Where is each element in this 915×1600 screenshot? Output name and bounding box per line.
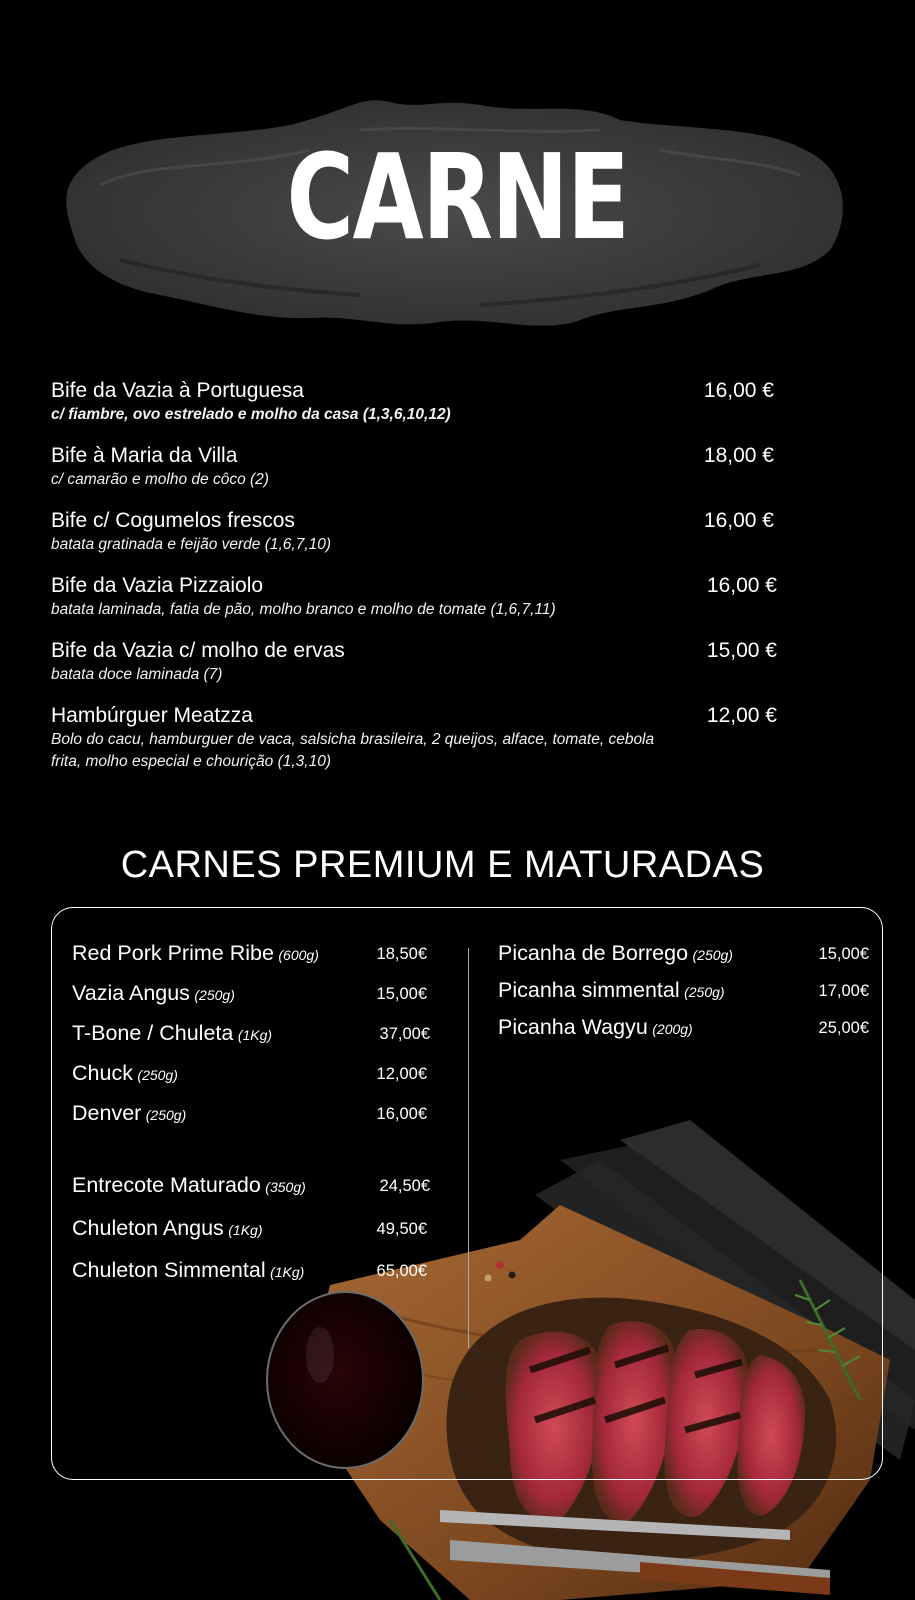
menu-item-price: 18,00 € (703, 444, 774, 467)
premium-item-weight: (1Kg) (237, 1027, 273, 1043)
matured-item-weight: (350g) (265, 1179, 306, 1195)
premium-item-weight: (250g) (145, 1107, 187, 1123)
premium-box (51, 907, 883, 1480)
menu-item-price: 12,00 € (706, 704, 777, 727)
premium-item-price: 18,50€ (376, 945, 427, 963)
menu-item (51, 508, 791, 556)
premium-item-price: 15,00€ (376, 985, 427, 1003)
premium-item-name: Denver (72, 1101, 142, 1125)
menu-item-description: batata gratinada e feijão verde (1,6,7,10) (51, 536, 332, 553)
matured-item-price: 49,50€ (376, 1220, 427, 1238)
premium-item-name: Vazia Angus (72, 981, 190, 1005)
matured-item (72, 1213, 427, 1255)
premium-item-weight: (200g) (652, 1021, 693, 1037)
premium-item-price: 12,00€ (376, 1065, 427, 1083)
premium-item-weight: (250g) (137, 1067, 178, 1083)
menu-item-name: Hambúrguer Meatzza (51, 704, 253, 727)
premium-left-column (72, 938, 430, 1295)
menu-item-description: c/ camarão e molho de côco (2) (51, 471, 269, 488)
matured-item-price: 65,00€ (376, 1262, 427, 1280)
menu-list (51, 378, 791, 790)
menu-item (51, 573, 791, 621)
matured-item-weight: (1Kg) (228, 1222, 263, 1238)
premium-item-name: Picanha Wagyu (498, 1015, 648, 1039)
spacer (72, 1138, 427, 1170)
premium-item (498, 1012, 869, 1049)
menu-item-name: Bife c/ Cogumelos frescos (51, 509, 295, 532)
premium-item (72, 1098, 427, 1138)
column-divider (468, 948, 469, 1348)
menu-item-price: 16,00 € (703, 379, 774, 402)
menu-item-description: batata doce laminada (7) (51, 666, 223, 683)
menu-item-description: c/ fiambre, ovo estrelado e molho da casa (1,3,6,10,12) (51, 406, 451, 423)
menu-item (51, 703, 791, 773)
matured-item (72, 1170, 430, 1213)
menu-item-name: Bife da Vazia à Portuguesa (51, 379, 304, 402)
premium-item (72, 1058, 427, 1098)
premium-item-price: 15,00€ (818, 945, 869, 963)
menu-item-name: Bife da Vazia c/ molho de ervas (51, 639, 345, 662)
premium-item-name: Red Pork Prime Ribe (72, 941, 274, 965)
premium-item-name: Picanha simmental (498, 978, 680, 1002)
premium-item-price: 25,00€ (818, 1019, 869, 1037)
menu-item-description: Bolo do cacu, hamburguer de vaca, salsicha brasileira, 2 queijos, alface, tomate, cebola frita, molho especial e chourição (1,3,10) (51, 731, 655, 770)
premium-item-name: Picanha de Borrego (498, 941, 689, 965)
premium-item-name: Chuck (72, 1061, 133, 1085)
matured-item-weight: (1Kg) (270, 1264, 305, 1280)
premium-item (498, 975, 869, 1012)
premium-item (498, 938, 869, 975)
matured-item-price: 24,50€ (379, 1177, 430, 1195)
premium-right-column (498, 938, 869, 1049)
premium-item-weight: (250g) (692, 947, 733, 963)
premium-item-price: 17,00€ (818, 982, 869, 1000)
premium-item-price: 37,00€ (379, 1025, 430, 1043)
menu-item (51, 378, 791, 426)
premium-item (72, 938, 427, 978)
menu-item-price: 16,00 € (706, 574, 777, 597)
menu-item (51, 638, 791, 686)
premium-item-weight: (600g) (278, 947, 319, 963)
menu-item-price: 15,00 € (706, 639, 777, 662)
menu-item-name: Bife da Vazia Pizzaiolo (51, 574, 264, 597)
matured-item-name: Chuleton Simmental (72, 1258, 266, 1282)
matured-item (72, 1255, 427, 1295)
matured-item-name: Chuleton Angus (72, 1216, 224, 1240)
matured-item-name: Entrecote Maturado (72, 1173, 261, 1197)
menu-item (51, 443, 791, 491)
premium-section-title: CARNES PREMIUM E MATURADAS (120, 844, 765, 886)
menu-item-name: Bife à Maria da Villa (51, 444, 238, 467)
menu-item-price: 16,00 € (703, 509, 774, 532)
premium-item (72, 978, 427, 1018)
premium-item-weight: (250g) (194, 987, 235, 1003)
premium-item-price: 16,00€ (376, 1105, 427, 1123)
page-title: CARNE (286, 128, 629, 266)
premium-item (72, 1018, 430, 1058)
premium-item-weight: (250g) (684, 984, 725, 1000)
premium-item-name: T-Bone / Chuleta (72, 1021, 234, 1045)
menu-item-description: batata laminada, fatia de pão, molho branco e molho de tomate (1,6,7,11) (51, 601, 556, 618)
